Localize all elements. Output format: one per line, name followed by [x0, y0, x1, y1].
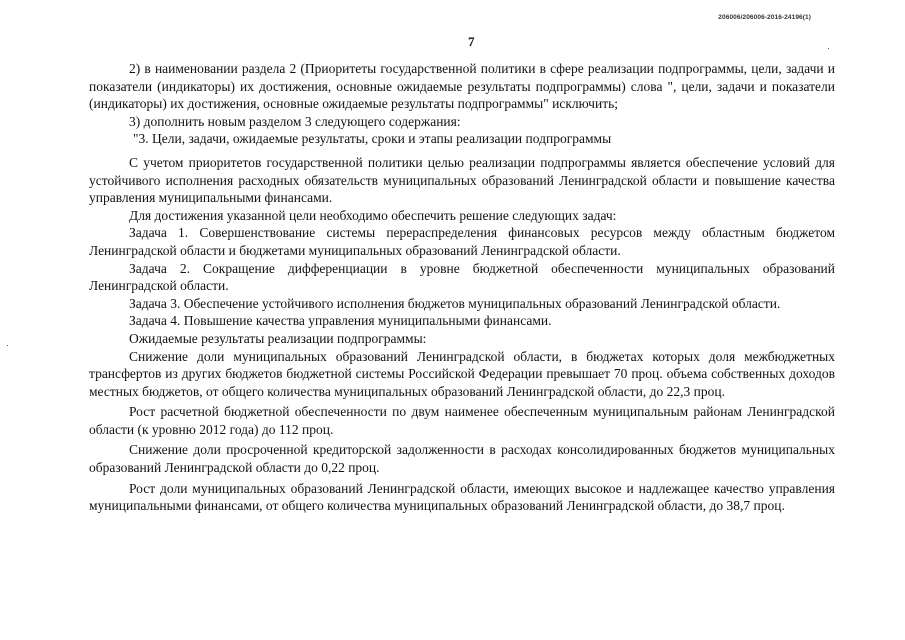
paragraph-task-4: Задача 4. Повышение качества управления муниципальными финансами.	[129, 313, 552, 329]
scan-speck	[828, 48, 829, 49]
paragraph-goal: С учетом приоритетов государственной политики целью реализации подпрограммы является обеспечение условий для устойчивого исполнения расходных обязательств муниципальных образований Ленинградской области и повышение качества управления муниципальными финансами.	[89, 154, 835, 206]
paragraph-result-1: Снижение доли муниципальных образований Ленинградской области, в бюджетах которых доля межбюджетных трансфертов из других бюджетов бюджетной системы Российской Федерации превышает 70 проц. объема собственных доходов местных бюджетов, от общего количества муниципальных образований Ленинградской области, до 22,3 проц.	[89, 348, 835, 399]
document-body	[89, 60, 835, 515]
scan-speck	[7, 345, 8, 346]
paragraph-result-3: Снижение доли просроченной кредиторской задолженности в расходах консолидированных бюджетов муниципальных образований Ленинградской области до 0,22 проц.	[89, 442, 835, 476]
paragraph-result-2: Рост расчетной бюджетной обеспеченности по двум наименее обеспеченным муниципальным районам Ленинградской области (к уровню 2012 года) до 112 проц.	[89, 404, 835, 437]
paragraph-task-3: Задача 3. Обеспечение устойчивого исполнения бюджетов муниципальных образований Ленинградской области.	[129, 295, 781, 311]
section-3-heading: "3. Цели, задачи, ожидаемые результаты, сроки и этапы реализации подпрограммы	[133, 131, 612, 147]
paragraph-results-intro: Ожидаемые результаты реализации подпрограммы:	[129, 330, 427, 346]
paragraph-tasks-intro: Для достижения указанной цели необходимо обеспечить решение следующих задач:	[129, 207, 617, 223]
document-id: 206006/206006-2016-24196(1)	[718, 14, 811, 21]
paragraph-task-2: Задача 2. Сокращение дифференциации в уровне бюджетной обеспеченности муниципальных образований Ленинградской области.	[89, 260, 835, 294]
paragraph-amendment-2: 2) в наименовании раздела 2 (Приоритеты государственной политики в сфере реализации подпрограммы, цели, задачи и показатели (индикаторы) их достижения, основные ожидаемые результаты подпрограммы) слова ", цели, задачи и показатели (индикаторы) их достижения, основные ожидаемые результаты подпрограммы" исключить;	[89, 61, 835, 112]
paragraph-result-4: Рост доли муниципальных образований Ленинградской области, имеющих высокое и надлежащее качество управления муниципальными финансами, от общего количества муниципальных образований Ленинградской области, до 38,7 проц.	[89, 480, 835, 514]
page-number: 7	[468, 34, 475, 49]
paragraph-task-1: Задача 1. Совершенствование системы перераспределения финансовых ресурсов между областным бюджетом Ленинградской области и бюджетами муниципальных образований Ленинградской области.	[89, 225, 835, 258]
paragraph-amendment-3: 3) дополнить новым разделом 3 следующего содержания:	[129, 113, 461, 129]
